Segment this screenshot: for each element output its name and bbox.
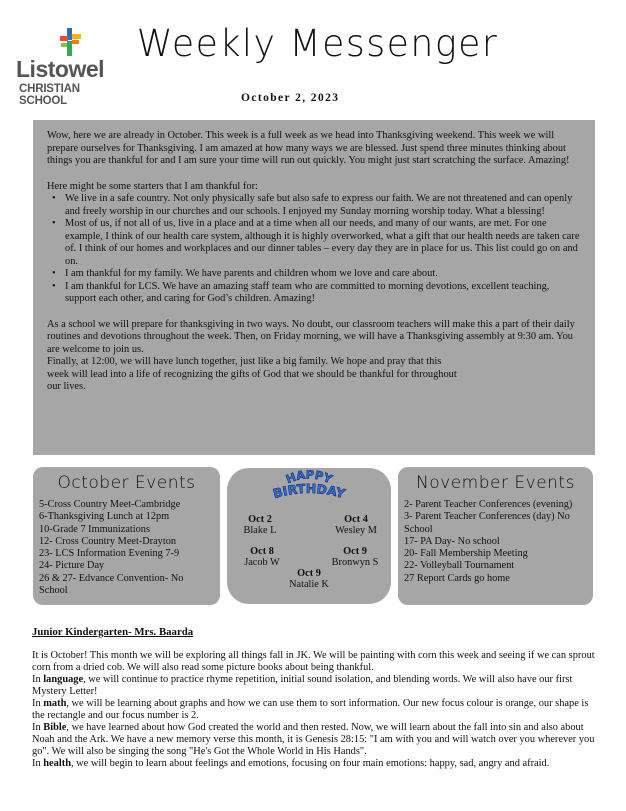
birthday-entry: [325, 546, 385, 568]
message-line: week will lead into a life of recognizing the gifts of God that we should be thankful for throughout: [47, 368, 457, 380]
november-events-box: [398, 467, 593, 605]
message-paragraph: As a school we will prepare for thanksgiving in two ways. No doubt, our classroom teachers will make this a part of their daily routines and devotions throughout the week. Then, on Friday morning, we will have a Thanksgiving assembly at 9:30 am. You are welcome to join us.: [47, 318, 575, 355]
birthday-entry: [279, 568, 339, 590]
event-item: 26 & 27- Edvance Convention- No School: [39, 572, 184, 597]
jk-health-paragraph: In health, we will begin to learn about feelings and emotions, focusing on four main emotions: happy, sad, angry and afraid.: [32, 758, 550, 769]
happy-birthday-banner-icon: [227, 470, 391, 514]
event-item: 23- LCS Information Evening 7-9: [39, 548, 180, 560]
november-events-list: [404, 499, 587, 585]
birthday-name: Blake L: [243, 525, 277, 536]
jk-math-paragraph: In math, we will be learning about graphs and how we can use them to sort information. Our new focus colour is orange, our shape is the rectangle and our focus number is 2.: [32, 698, 589, 721]
subject-bible: Bible: [43, 722, 67, 733]
banner-birthday: BIRTHDAY: [271, 480, 347, 502]
jk-language-paragraph: In language, we will continue to practice rhyme repetition, initial sound isolation, and blending words. We will also have our first Mystery Letter!: [32, 674, 573, 697]
birthday-box: [227, 468, 391, 604]
birthday-date: Oct 8: [250, 546, 274, 557]
birthday-entry: [327, 514, 385, 536]
birthday-date: Oct 9: [343, 546, 367, 557]
list-item: • Most of us, if not all of us, live in a place and at a time when all our needs, and many of our wants, are met. For one example, I think of our health care system, although it is highly overworked, what a gift that our health needs are taken care of. I think of our homes and workplaces and our dinner tables – every day they are in place for us. This list could go on and on.: [65, 218, 581, 268]
birthday-entry: [235, 514, 285, 536]
october-events-box: [33, 467, 220, 605]
event-item: 12- Cross Country Meet-Drayton: [39, 535, 176, 547]
october-events-title: October Events: [57, 473, 196, 493]
subject-language: language: [43, 674, 84, 685]
birthday-name: Jacob W: [244, 557, 280, 568]
newsletter-date: October 2, 2023: [241, 92, 340, 104]
event-item: 27 Report Cards go home: [404, 572, 510, 584]
event-item: 20- Fall Membership Meeting: [404, 548, 528, 560]
subject-health: health: [43, 758, 71, 769]
logo-wordmark: Listowel: [16, 56, 105, 82]
jk-heading: Junior Kindergarten- Mrs. Baarda: [32, 626, 194, 638]
event-item: 10-Grade 7 Immunizations: [39, 523, 150, 535]
message-line: Finally, at 12:00, we will have lunch together, just like a big family. We hope and pray that this: [47, 356, 442, 367]
birthday-name: Natalie K: [289, 579, 329, 590]
birthday-entry: [235, 546, 289, 568]
november-events-title: November Events: [416, 473, 575, 493]
newsletter-title: Weekly Messenger: [136, 22, 499, 65]
cross-emblem-icon: [16, 26, 120, 60]
list-item: • We live in a safe country. Not only physically safe but also safe to express our faith. We are not threatened and can openly and freely worship in our churches and our schools. I enjoyed my Sunday morning worship today. What a blessing!: [65, 193, 581, 218]
jk-paragraph: It is October! This month we will be exploring all things fall in JK. We will be painting with corn this week and seeing if we can sprout corn from a dried cob. We will also read some picture books about being thankful.: [32, 650, 595, 673]
list-item: • I am thankful for LCS. We have an amazing staff team who are committed to morning devotions, excellent teaching, support each other, and caring for God’s children. Amazing!: [65, 281, 581, 306]
event-item: 22- Volleyball Tournament: [404, 560, 515, 572]
october-events-list: [39, 499, 214, 597]
jk-bible-paragraph: In Bible, we have learned about how God created the world and then rested. Now, we will learn about the fall into sin and also about Noah and the Ark. We have a new memory verse this month, it is Genesis 28:15: "I am with you and will watch over you wherever you go". We will also be singing the song "He's Got the Whole World in His Hands".: [32, 722, 595, 757]
thankful-list: [47, 193, 581, 306]
event-item: 2- Parent Teacher Conferences (evening): [404, 499, 573, 510]
message-paragraph: Here might be some starters that I am thankful for:: [47, 180, 258, 192]
svg-text:BIRTHDAY: [271, 481, 347, 501]
event-item: 3- Parent Teacher Conferences (day) No School: [404, 511, 570, 535]
birthday-date: Oct 2: [248, 514, 272, 525]
event-item: 17- PA Day- No school: [404, 535, 500, 547]
event-item: 6-Thanksgiving Lunch at 12pm: [39, 511, 170, 523]
school-logo: [16, 26, 120, 107]
logo-subtitle: CHRISTIAN SCHOOL: [19, 83, 80, 107]
banner-happy: HAPPY: [283, 470, 335, 487]
event-item: 24- Picture Day: [39, 560, 105, 572]
event-item: 5-Cross Country Meet-Cambridge: [39, 499, 181, 510]
birthday-name: Bronwyn S: [331, 557, 379, 568]
jk-section: [32, 650, 597, 770]
birthday-date: Oct 4: [344, 514, 368, 525]
birthday-name: Wesley M: [335, 525, 377, 536]
birthday-date: Oct 9: [297, 568, 321, 579]
subject-math: math: [43, 698, 67, 709]
message-line: our lives.: [47, 381, 86, 392]
message-paragraph: Wow, here we are already in October. This week is a full week as we head into Thanksgiving weekend. This week we will prepare ourselves for Thanksgiving. I am amazed at how many ways we are blessed. Just spend three minutes thinking about things you are thankful for and I am sure your time will run out quickly. You might just start scratching the surface. Amazing!: [47, 130, 570, 166]
principal-message: [33, 120, 595, 455]
list-item: • I am thankful for my family. We have parents and children whom we love and care about.: [65, 268, 581, 281]
